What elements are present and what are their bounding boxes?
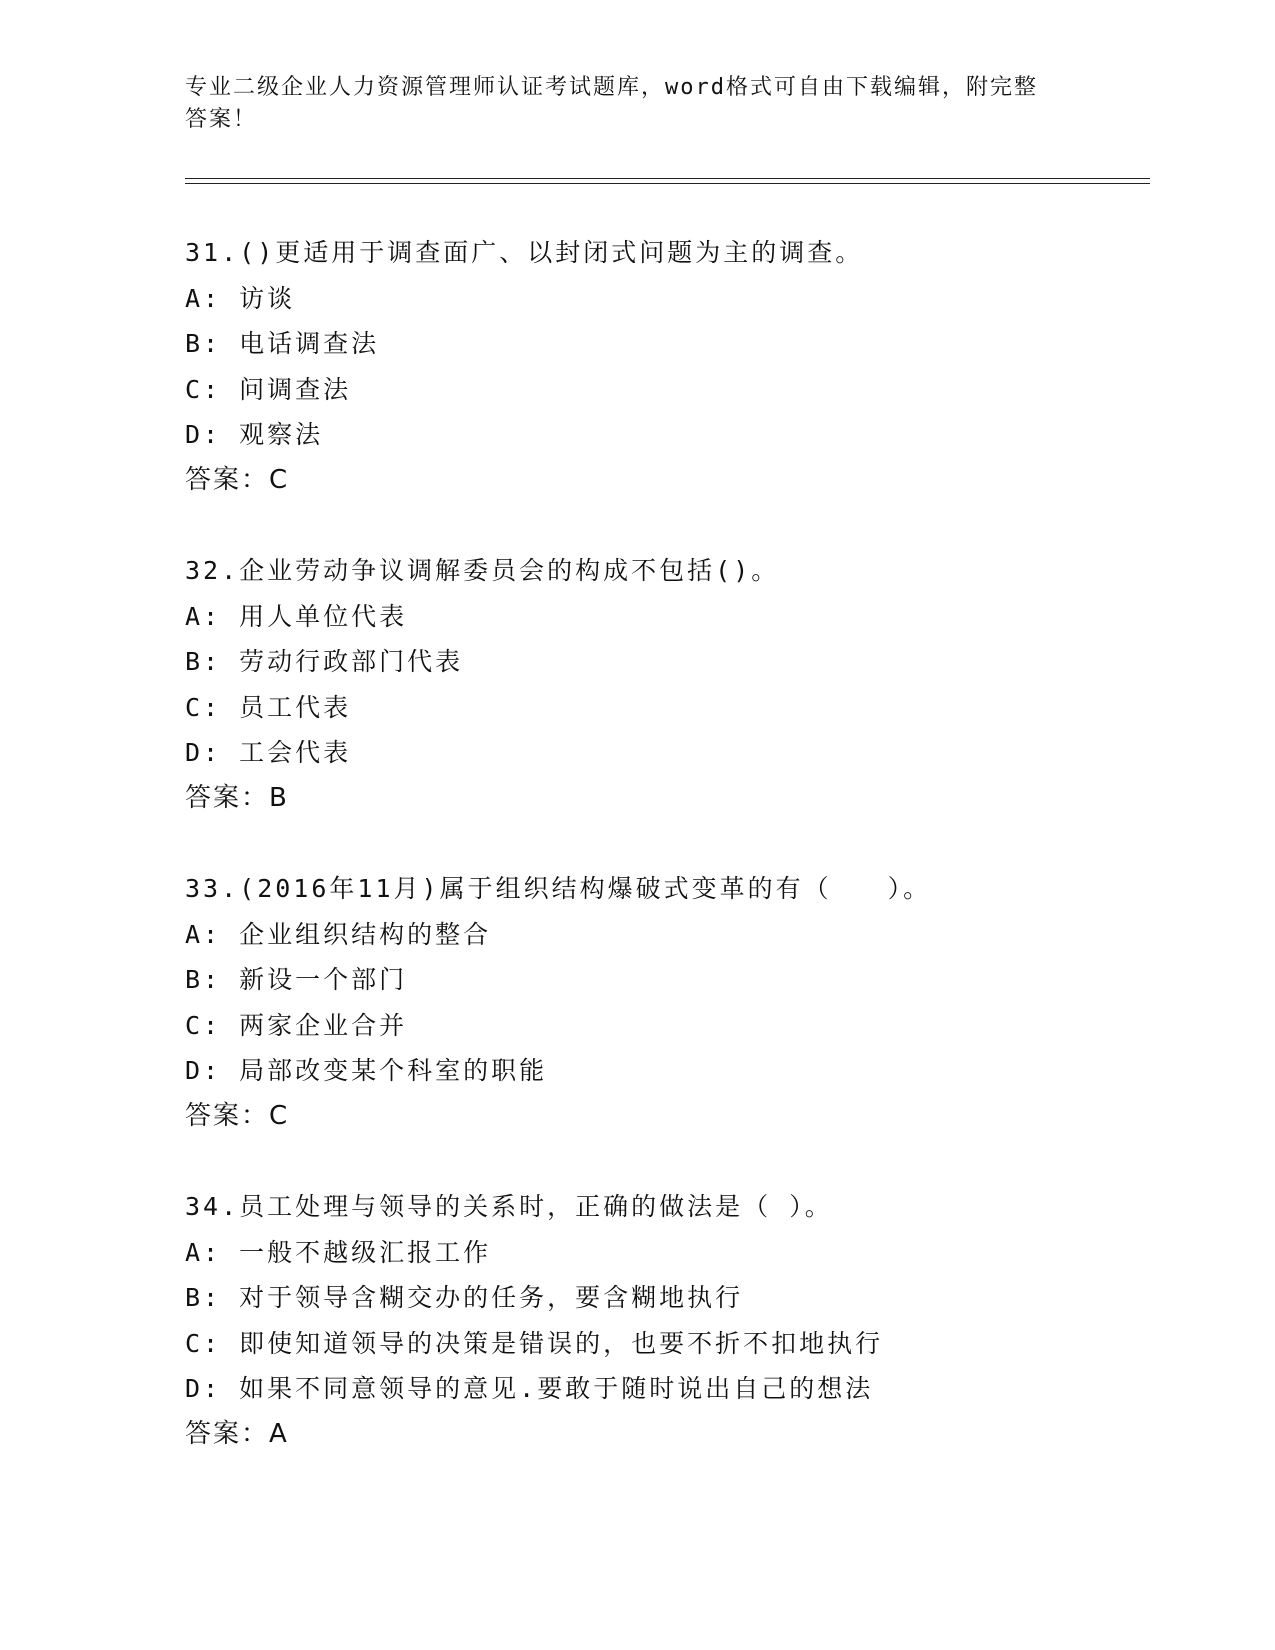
question-stem: 34.员工处理与领导的关系时，正确的做法是（ ）。 (185, 1192, 833, 1221)
option-b: B: 对于领导含糊交办的任务，要含糊地执行 (185, 1283, 744, 1312)
question-31 (185, 230, 1145, 503)
option-d: D: 观察法 (185, 420, 324, 449)
option-b: B: 劳动行政部门代表 (185, 647, 464, 676)
option-d: D: 如果不同意领导的意见.要敢于随时说出自己的想法 (185, 1374, 874, 1403)
question-33 (185, 866, 1145, 1139)
answer-line: 答案：C (185, 1100, 290, 1131)
answer-line: 答案：B (185, 782, 289, 813)
option-c: C: 问调查法 (185, 374, 352, 404)
answer-line: 答案：A (185, 1418, 289, 1449)
option-a: A: 企业组织结构的整合 (185, 919, 492, 949)
option-a: A: 访谈 (185, 283, 296, 313)
option-c: C: 即使知道领导的决策是错误的，也要不折不扣地执行 (185, 1328, 884, 1358)
question-34 (185, 1184, 1145, 1457)
option-d: D: 局部改变某个科室的职能 (185, 1056, 548, 1085)
option-c: C: 两家企业合并 (185, 1010, 408, 1040)
question-stem: 32.企业劳动争议调解委员会的构成不包括()。 (185, 556, 780, 585)
header-divider-bottom (185, 183, 1150, 184)
answer-line: 答案：C (185, 464, 290, 495)
question-stem: 31.()更适用于调查面广、以封闭式问题为主的调查。 (185, 238, 864, 267)
option-a: A: 用人单位代表 (185, 601, 408, 631)
header-line-2: 答案！ (185, 107, 258, 132)
question-stem: 33.(2016年11月)属于组织结构爆破式变革的有（ ）。 (185, 874, 932, 903)
question-32 (185, 548, 1145, 821)
option-a: A: 一般不越级汇报工作 (185, 1237, 492, 1267)
option-c: C: 员工代表 (185, 692, 352, 722)
option-b: B: 新设一个部门 (185, 965, 408, 994)
header-line-1: 专业二级企业人力资源管理师认证考试题库，word格式可自由下载编辑，附完整 (185, 75, 1038, 100)
option-b: B: 电话调查法 (185, 329, 380, 358)
document-header (185, 72, 1065, 136)
option-d: D: 工会代表 (185, 738, 352, 767)
header-divider-top (185, 178, 1150, 179)
